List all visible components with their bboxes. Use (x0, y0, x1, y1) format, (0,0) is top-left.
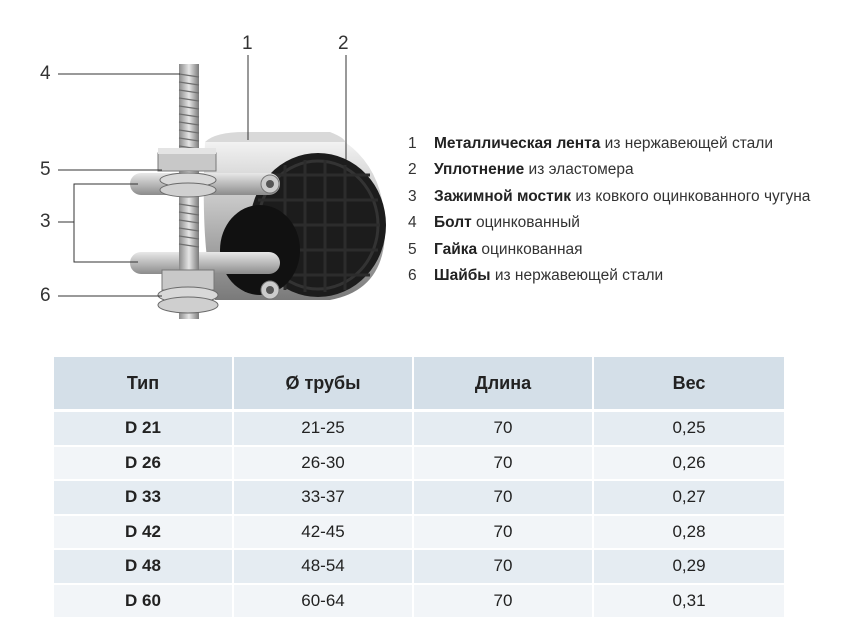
legend-item (408, 210, 848, 236)
cell-length: 70 (414, 550, 594, 585)
cell-length: 70 (414, 516, 594, 551)
cell-type: D 60 (54, 585, 234, 620)
cell-pipe-diameter: 42-45 (234, 516, 414, 551)
spec-table (54, 357, 784, 619)
legend-part-material: из нержавеющей стали (490, 266, 664, 284)
table-row (54, 550, 784, 585)
legend-part-name: Шайбы (434, 266, 491, 284)
header-weight: Вес (594, 357, 784, 412)
cell-weight: 0,29 (594, 550, 784, 585)
clamp-illustration (0, 0, 400, 340)
legend-item (408, 237, 848, 263)
table-row (54, 481, 784, 516)
legend-item (408, 131, 848, 157)
cell-length: 70 (414, 585, 594, 620)
cell-type: D 42 (54, 516, 234, 551)
cell-length: 70 (414, 481, 594, 516)
legend-number: 2 (408, 161, 417, 179)
cell-pipe-diameter: 26-30 (234, 447, 414, 482)
cell-pipe-diameter: 33-37 (234, 481, 414, 516)
legend-number: 6 (408, 266, 417, 284)
legend-part-material: оцинкованный (471, 214, 580, 232)
legend-part-material: из эластомера (524, 161, 634, 179)
legend-part-name: Металлическая лента (434, 135, 601, 152)
legend-part-material: из нержавеющей стали (600, 135, 774, 152)
callout-4: 4 (40, 63, 51, 84)
legend-number: 1 (408, 135, 417, 152)
callout-3: 3 (40, 211, 51, 232)
cell-weight: 0,25 (594, 412, 784, 447)
cell-type: D 26 (54, 447, 234, 482)
table-row (54, 447, 784, 482)
legend-part-material: из ковкого оцинкованного чугуна (571, 187, 811, 205)
callout-2: 2 (338, 33, 349, 54)
callout-5: 5 (40, 159, 51, 180)
cell-length: 70 (414, 447, 594, 482)
legend-item (408, 184, 848, 210)
legend-item (408, 263, 848, 289)
table-row (54, 585, 784, 620)
cell-pipe-diameter: 48-54 (234, 550, 414, 585)
cell-weight: 0,31 (594, 585, 784, 620)
header-pipe-diameter: Ø трубы (234, 357, 414, 412)
legend-part-name: Уплотнение (434, 161, 525, 179)
cell-pipe-diameter: 60-64 (234, 585, 414, 620)
legend-part-name: Зажимной мостик (434, 187, 572, 205)
legend-number: 3 (408, 187, 417, 205)
table-header-row (54, 357, 784, 412)
legend-number: 4 (408, 214, 417, 232)
callout-1: 1 (242, 33, 253, 54)
table-row (54, 516, 784, 551)
cell-weight: 0,28 (594, 516, 784, 551)
cell-type: D 21 (54, 412, 234, 447)
cell-weight: 0,27 (594, 481, 784, 516)
legend-part-name: Болт (434, 214, 472, 232)
header-type: Тип (54, 357, 234, 412)
header-length: Длина (414, 357, 594, 412)
legend-item (408, 157, 848, 183)
legend-number: 5 (408, 240, 417, 258)
parts-legend (408, 131, 848, 289)
legend-part-name: Гайка (434, 240, 478, 258)
cell-pipe-diameter: 21-25 (234, 412, 414, 447)
callout-6: 6 (40, 285, 51, 306)
table-row (54, 412, 784, 447)
legend-part-material: оцинкованная (477, 240, 583, 258)
cell-type: D 48 (54, 550, 234, 585)
cell-weight: 0,26 (594, 447, 784, 482)
cell-type: D 33 (54, 481, 234, 516)
cell-length: 70 (414, 412, 594, 447)
